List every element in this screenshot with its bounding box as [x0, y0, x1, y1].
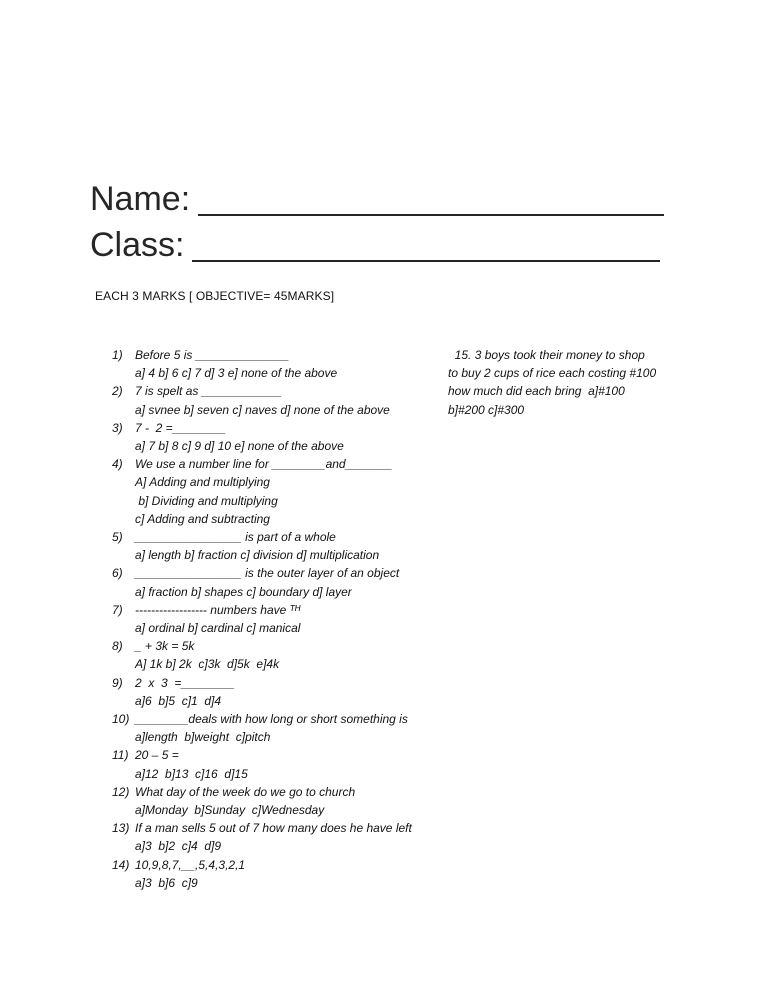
question-options: a] 7 b] 8 c] 9 d] 10 e] none of the above	[135, 439, 344, 454]
question-text: 15. 3 boys took their money to shop	[448, 348, 645, 362]
question-6	[112, 564, 457, 600]
question-options: b] Dividing and multiplying	[135, 493, 278, 508]
question-10	[112, 710, 457, 746]
question-number: 1)	[112, 348, 123, 362]
question-1	[112, 346, 457, 382]
question-5	[112, 528, 457, 564]
question-number: 8)	[112, 639, 123, 654]
question-number: 2)	[112, 384, 123, 399]
question-number: 5)	[112, 530, 123, 545]
question-options: a] fraction b] shapes c] boundary d] layer	[135, 584, 352, 599]
question-text: What day of the week do we go to church	[135, 784, 356, 799]
question-options: c] Adding and subtracting	[135, 511, 270, 526]
question-number: 14)	[112, 857, 130, 872]
question-3	[112, 419, 457, 455]
question-number: 12)	[112, 784, 130, 799]
question-7	[112, 601, 457, 637]
question-text: how much did each bring a]#100	[448, 384, 625, 399]
question-2	[112, 382, 457, 418]
question-options: a]3 b]2 c]4 d]9	[135, 839, 222, 854]
question-9	[112, 674, 457, 710]
question-number: 11)	[112, 748, 129, 763]
question-4	[112, 455, 457, 528]
question-text: ________________ is the outer layer of an object	[135, 566, 400, 581]
name-row	[90, 176, 664, 222]
question-15	[448, 346, 688, 419]
question-text: 7 is spelt as ____________	[135, 384, 282, 399]
question-13	[112, 819, 457, 855]
question-number: 6)	[112, 566, 123, 581]
question-text: 20 – 5 =	[135, 748, 179, 763]
question-text: We use a number line for ________and_______	[135, 457, 393, 472]
question-options: a]12 b]13 c]16 d]15	[135, 766, 248, 781]
question-options: a] svnee b] seven c] naves d] none of the above	[135, 402, 390, 417]
question-text: ------------------ numbers have ᵀᴴ	[135, 602, 301, 617]
question-options: A] 1k b] 2k c]3k d]5k e]4k	[135, 657, 280, 672]
question-options: a]Monday b]Sunday c]Wednesday	[135, 803, 325, 818]
question-number: 3)	[112, 420, 123, 435]
question-text: 7 - 2 =________	[135, 420, 227, 435]
question-8	[112, 637, 457, 673]
question-number: 7)	[112, 602, 123, 617]
question-options: a] 4 b] 6 c] 7 d] 3 e] none of the above	[135, 366, 338, 381]
question-options: b]#200 c]#300	[448, 402, 525, 417]
header-block	[90, 176, 664, 268]
class-row	[90, 222, 664, 268]
questions-list	[112, 346, 457, 892]
question-options: A] Adding and multiplying	[135, 475, 270, 490]
question-text: to buy 2 cups of rice each costing #100	[448, 366, 657, 381]
class-label: Class:	[90, 226, 185, 264]
question-text: ________________ is part of a whole	[135, 530, 336, 545]
name-label: Name:	[90, 180, 191, 218]
question-number: 4)	[112, 457, 123, 472]
question-14	[112, 856, 457, 892]
question-12	[112, 783, 457, 819]
question-text: 10,9,8,7,__,5,4,3,2,1	[135, 857, 246, 872]
question-number: 10)	[112, 712, 130, 727]
name-blank-line	[198, 208, 664, 216]
question-text: 2 x 3 =________	[135, 675, 235, 690]
marks-heading: EACH 3 MARKS [ OBJECTIVE= 45MARKS]	[95, 289, 335, 303]
question-options: a] ordinal b] cardinal c] manical	[135, 621, 301, 636]
question-options: a]3 b]6 c]9	[135, 875, 198, 890]
question-11	[112, 746, 457, 782]
question-number: 9)	[112, 675, 123, 690]
question-number: 13)	[112, 821, 130, 836]
question-text: Before 5 is ______________	[135, 348, 290, 362]
question-text: _ + 3k = 5k	[135, 639, 195, 654]
question-options: a] length b] fraction c] division d] multiplication	[135, 548, 380, 563]
question-text: ________deals with how long or short something is	[135, 712, 408, 727]
question-options: a]6 b]5 c]1 d]4	[135, 693, 222, 708]
class-blank-line	[192, 254, 660, 262]
question-text: If a man sells 5 out of 7 how many does he have left	[135, 821, 412, 836]
question-options: a]length b]weight c]pitch	[135, 730, 271, 745]
